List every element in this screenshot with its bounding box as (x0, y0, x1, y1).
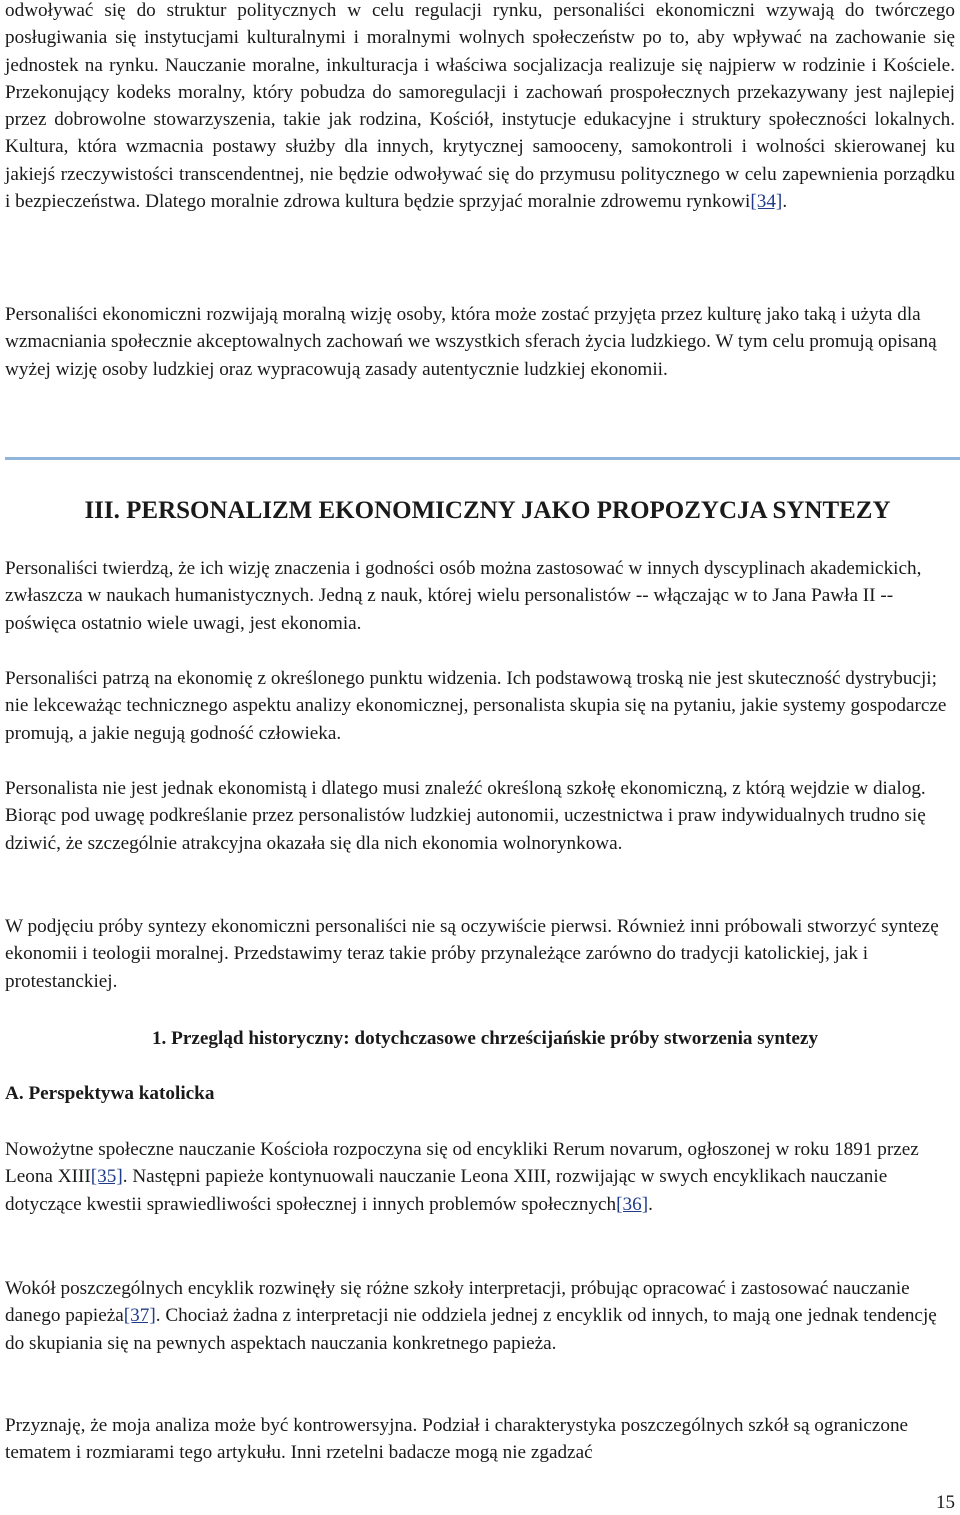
catholic-paragraph-1 (5, 1136, 955, 1218)
section-paragraph-3: Personalista nie jest jednak ekonomistą i dlatego musi znaleźć określoną szkołę ekonomiczną, z którą wejdzie w dialog. Biorąc pod uwagę podkreślanie przez personalistów ludzkiej autonomii, uczestnictwa i praw indywidualnych trudno się dziwić, że szczególnie atrakcyjna okazała się dla nich ekonomia wolnorynkowa. (5, 778, 926, 854)
catholic-paragraph-2 (5, 1275, 955, 1357)
footnote-link-35[interactable]: [35] (90, 1166, 123, 1188)
catholic-paragraph-2-text-b: . Chociaż żadna z interpretacji nie oddziela jednej z encyklik od innych, to mają one jednak tendencję do skupiania się na pewnych aspektach nauczania konkretnego papieża. (5, 1305, 937, 1354)
intro-paragraph-1-end: . (782, 191, 788, 213)
footnote-link-36[interactable]: [36] (616, 1193, 649, 1215)
section-divider (5, 457, 960, 460)
section-paragraph-4: W podjęciu próby syntezy ekonomiczni personaliści nie są oczywiście pierwsi. Również inni próbowali stworzyć syntezę ekonomii i teologii moralnej. Przedstawimy teraz takie próby przynależące zarówno do tradycji katolickiej, jak i protestanckiej. (5, 916, 939, 992)
catholic-paragraph-1-text-c: . (648, 1193, 653, 1215)
intro-paragraph-1 (5, 0, 955, 215)
intro-paragraph-2: Personaliści ekonomiczni rozwijają moralną wizję osoby, która może zostać przyjęta przez kulturę jako taką i użyta dla wzmacniania społecznie akceptowalnych zachowań we wszystkich sferach życia ludzkiego. W tym celu promują opisaną wyżej wizję osoby ludzkiej oraz wypracowują zasady autentycznie ludzkiej ekonomii. (5, 304, 937, 380)
section-heading: III. PERSONALIZM EKONOMICZNY JAKO PROPOZYCJA SYNTEZY (84, 497, 891, 524)
section-paragraph-1: Personaliści twierdzą, że ich wizję znaczenia i godności osób można zastosować w innych dyscyplinach akademickich, zwłaszcza w naukach humanistycznych. Jedną z nauk, której wielu personalistów -- włączając w to Jana Pawła II -- poświęca ostatnio wiele uwagi, jest ekonomia. (5, 558, 922, 634)
intro-paragraph-1-text: odwoływać się do struktur politycznych w celu regulacji rynku, personaliści ekonomiczni wzywają do twórczego posługiwania się instytucjami kulturalnymi i moralnymi wolnych społeczeństw po to, aby wpływać na zachowanie się jednostek na rynku. Nauczanie moralne, inkulturacja i właściwa socjalizacja realizuje się najpierw w rodzinie i Kościele. Przekonujący kodeks moralny, który pobudza do samoregulacji i zachowań prospołecznych przekazywany jest najlepiej przez dobrowolne stowarzyszenia, takie jak rodzina, Kościół, instytucje edukacyjne i struktury społeczności lokalnych. Kultura, która wzmacnia postawy służby dla innych, krytycznej samooceny, samokontroli i wolności skierowanej ku jakiejś rzeczywistości transcendentnej, nie będzie odwoływać się do przymusu politycznego w celu zapewnienia porządku i bezpieczeństwa. Dlatego moralnie zdrowa kultura będzie sprzyjać moralnie zdrowemu rynkowi (5, 0, 955, 213)
section-paragraph-2: Personaliści patrzą na ekonomię z określonego punktu widzenia. Ich podstawową troską nie jest skuteczność dystrybucji; nie lekceważąc technicznego aspektu analizy ekonomicznej, personalista skupia się na pytaniu, jakie systemy gospodarcze promują, a jakie negują godność człowieka. (5, 668, 947, 744)
footnote-link-34[interactable]: [34] (750, 191, 783, 213)
page-number: 15 (936, 1492, 955, 1513)
subsection-a-heading: A. Perspektywa katolicka (5, 1083, 215, 1104)
catholic-paragraph-2-text-a: Wokół poszczególnych encyklik rozwinęły się różne szkoły interpretacji, próbując opracować i zastosować nauczanie danego papieża (5, 1278, 910, 1327)
footnote-link-37[interactable]: [37] (123, 1305, 156, 1327)
subsection-heading: 1. Przegląd historyczny: dotychczasowe chrześcijańskie próby stworzenia syntezy (151, 1028, 819, 1049)
catholic-paragraph-3: Przyznaję, że moja analiza może być kontrowersyjna. Podział i charakterystyka poszczególnych szkół są ograniczone tematem i rozmiarami tego artykułu. Inni rzetelni badacze mogą nie zgadzać (5, 1415, 909, 1464)
catholic-paragraph-1-text-a: Nowożytne społeczne nauczanie Kościoła rozpoczyna się od encykliki Rerum novarum, ogłoszonej w roku 1891 przez Leona XIII (5, 1139, 919, 1188)
catholic-paragraph-1-text-b: . Następni papieże kontynuowali nauczanie Leona XIII, rozwijając w swych encyklikach nauczanie dotyczące kwestii sprawiedliwości społecznej i innych problemów społecznych (5, 1166, 888, 1215)
